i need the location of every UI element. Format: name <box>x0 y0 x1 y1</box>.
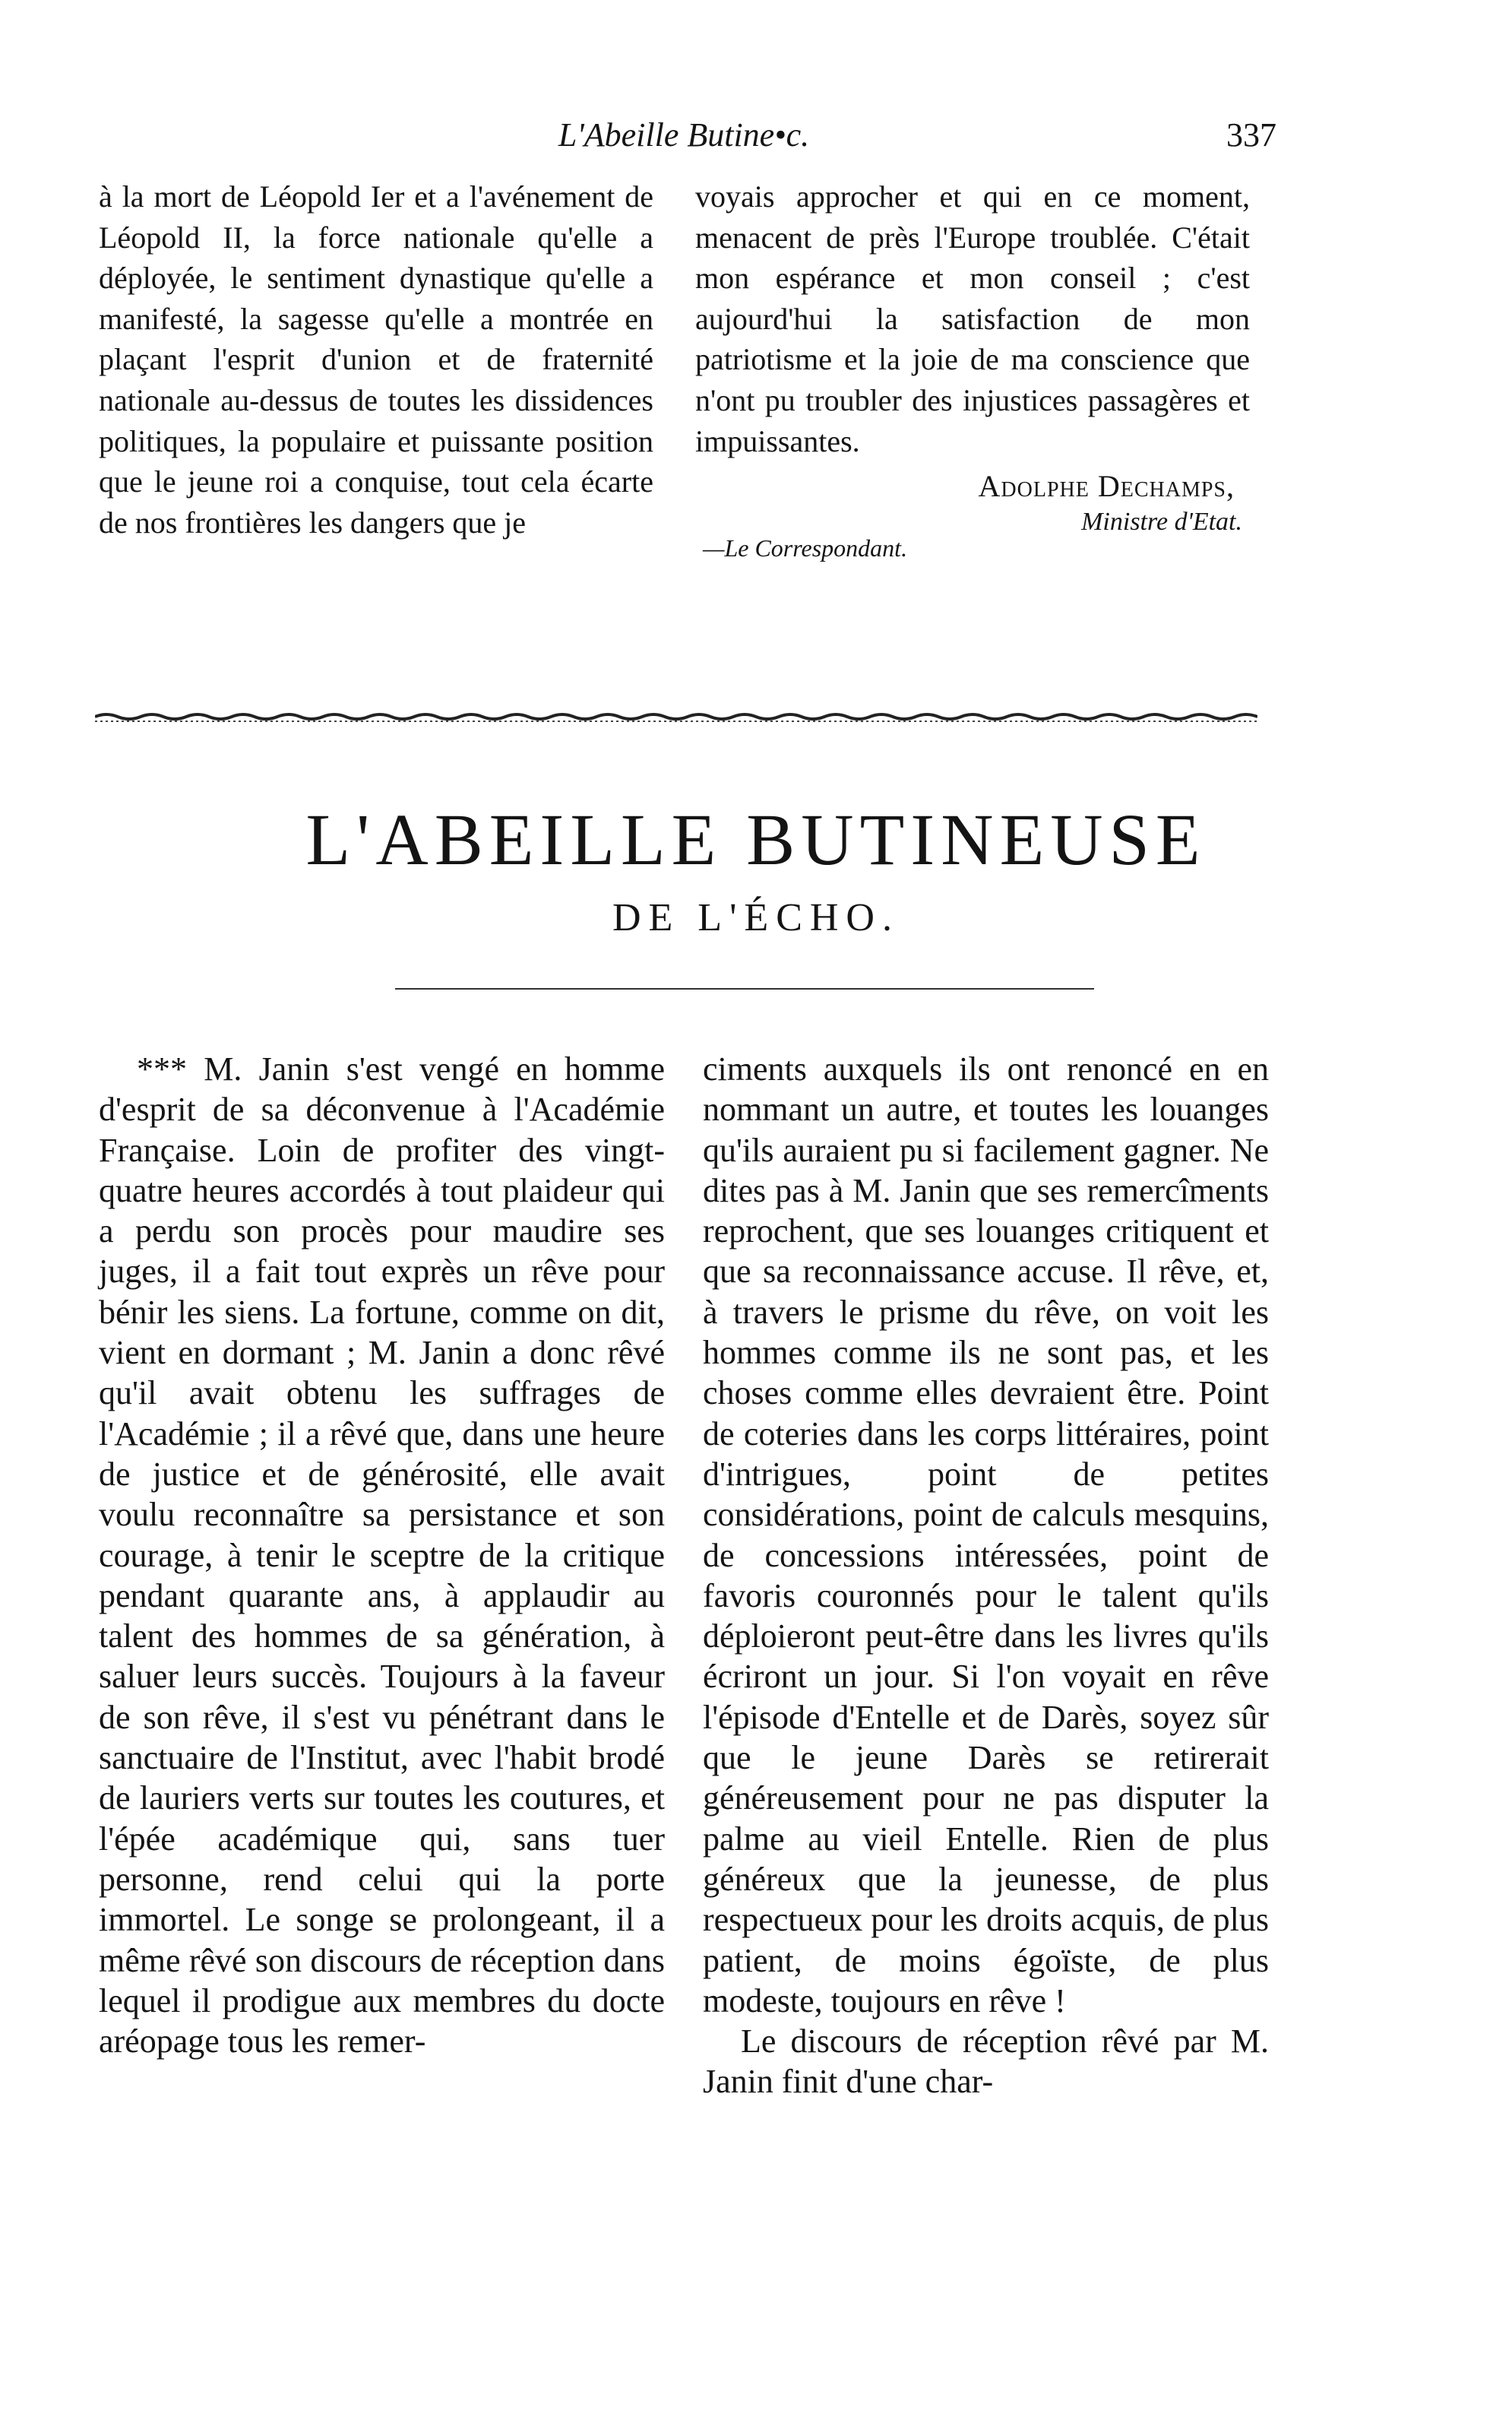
section-rule <box>395 988 1094 990</box>
section-title: L'ABEILLE BUTINEUSE <box>305 799 1207 880</box>
top-article-right-column <box>695 176 1250 563</box>
body-left-column <box>99 1049 665 2061</box>
top-article-right-text: voyais approcher et qui en ce moment, menacent de près l'Europe troublée. C'était mon espérance et mon conseil ; c'est aujourd'hui la satisfaction de mon patriotisme et la joie de ma conscience que n'ont pu troubler des injustices passagères et impuissantes. <box>695 179 1250 458</box>
body-right-paragraph-1: ciments auxquels ils ont renoncé en en nommant un autre, et toutes les louanges qu'ils auraient pu si facilement gagner. Ne dites pas à M. Janin que ses remercîments reprochent, que ses louanges critiquent et que sa reconnaissance accuse. Il rêve, et, à travers le prisme du rêve, on voit les hommes comme ils ne sont pas, et les choses comme elles devraient être. Point de coteries dans les corps littéraires, point d'intrigues, point de petites considérations, point de calculs mesquins, de concessions intéressées, point de favoris couronnés pour le talent qu'ils déploieront peut-être dans les livres qu'ils écriront un jour. Si l'on voyait en rêve l'épisode d'Entelle et de Darès, soyez sûr que le jeune Darès se retirerait généreusement pour ne pas disputer la palme au vieil Entelle. Rien de plus généreux que la jeunesse, de plus respectueux pour les droits acquis, de plus patient, de moins égoïste, de plus modeste, toujours en rêve ! <box>703 1050 1269 2019</box>
signature-role: Ministre d'Etat. <box>1081 508 1242 537</box>
article-source: —Le Correspondant. <box>703 534 908 562</box>
section-subtitle: DE L'ÉCHO. <box>612 896 900 939</box>
ornamental-divider <box>95 711 1257 726</box>
running-head <box>91 112 1276 158</box>
body-left-text: *** M. Janin s'est vengé en homme d'esprit de sa déconvenue à l'Académie Française. Loin de profiter des vingt-quatre heures accordés à tout plaideur qui a perdu son procès pour maudire ses juges, il a fait tout exprès un rêve pour bénir les siens. La fortune, comme on dit, vient en dormant ; M. Janin a donc rêvé qu'il avait obtenu les suffrages de l'Académie ; il a rêvé que, dans une heure de justice et de générosité, elle avait voulu reconnaître sa persistance et son courage, à tenir le sceptre de la critique pendant quarante ans, à applaudir au talent des hommes de sa génération, à saluer leurs succès. Toujours à la faveur de son rêve, il s'est vu pénétrant dans le sanctuaire de l'Institut, avec l'habit brodé de lauriers verts sur toutes les coutures, et l'épée académique qui, sans tuer personne, rend celui qui la porte immortel. Le songe se prolongeant, il a même rêvé son discours de réception dans lequel il prodigue aux membres du docte aréopage tous les remer- <box>99 1050 665 2060</box>
running-title: L'Abeille Butine•c. <box>558 116 810 154</box>
body-right-paragraph-2: Le discours de réception rêvé par M. Janin finit d'une char- <box>703 2022 1269 2101</box>
signature-name: Adolphe Dechamps, <box>978 469 1235 504</box>
top-article-left-text: à la mort de Léopold Ier et a l'avénement de Léopold II, la force nationale qu'elle a déployée, le sentiment dynastique qu'elle a manifesté, la sagesse qu'elle a montrée en plaçant l'esprit d'union et de fraternité nationale au-dessus de toutes les dissidences politiques, la populaire et puissante position que le jeune roi a conquise, tout cela écarte de nos frontières les dangers que je <box>99 179 653 540</box>
body-right-column <box>703 1049 1269 2102</box>
top-article-left-column <box>99 176 653 543</box>
page-number: 337 <box>1226 116 1276 154</box>
